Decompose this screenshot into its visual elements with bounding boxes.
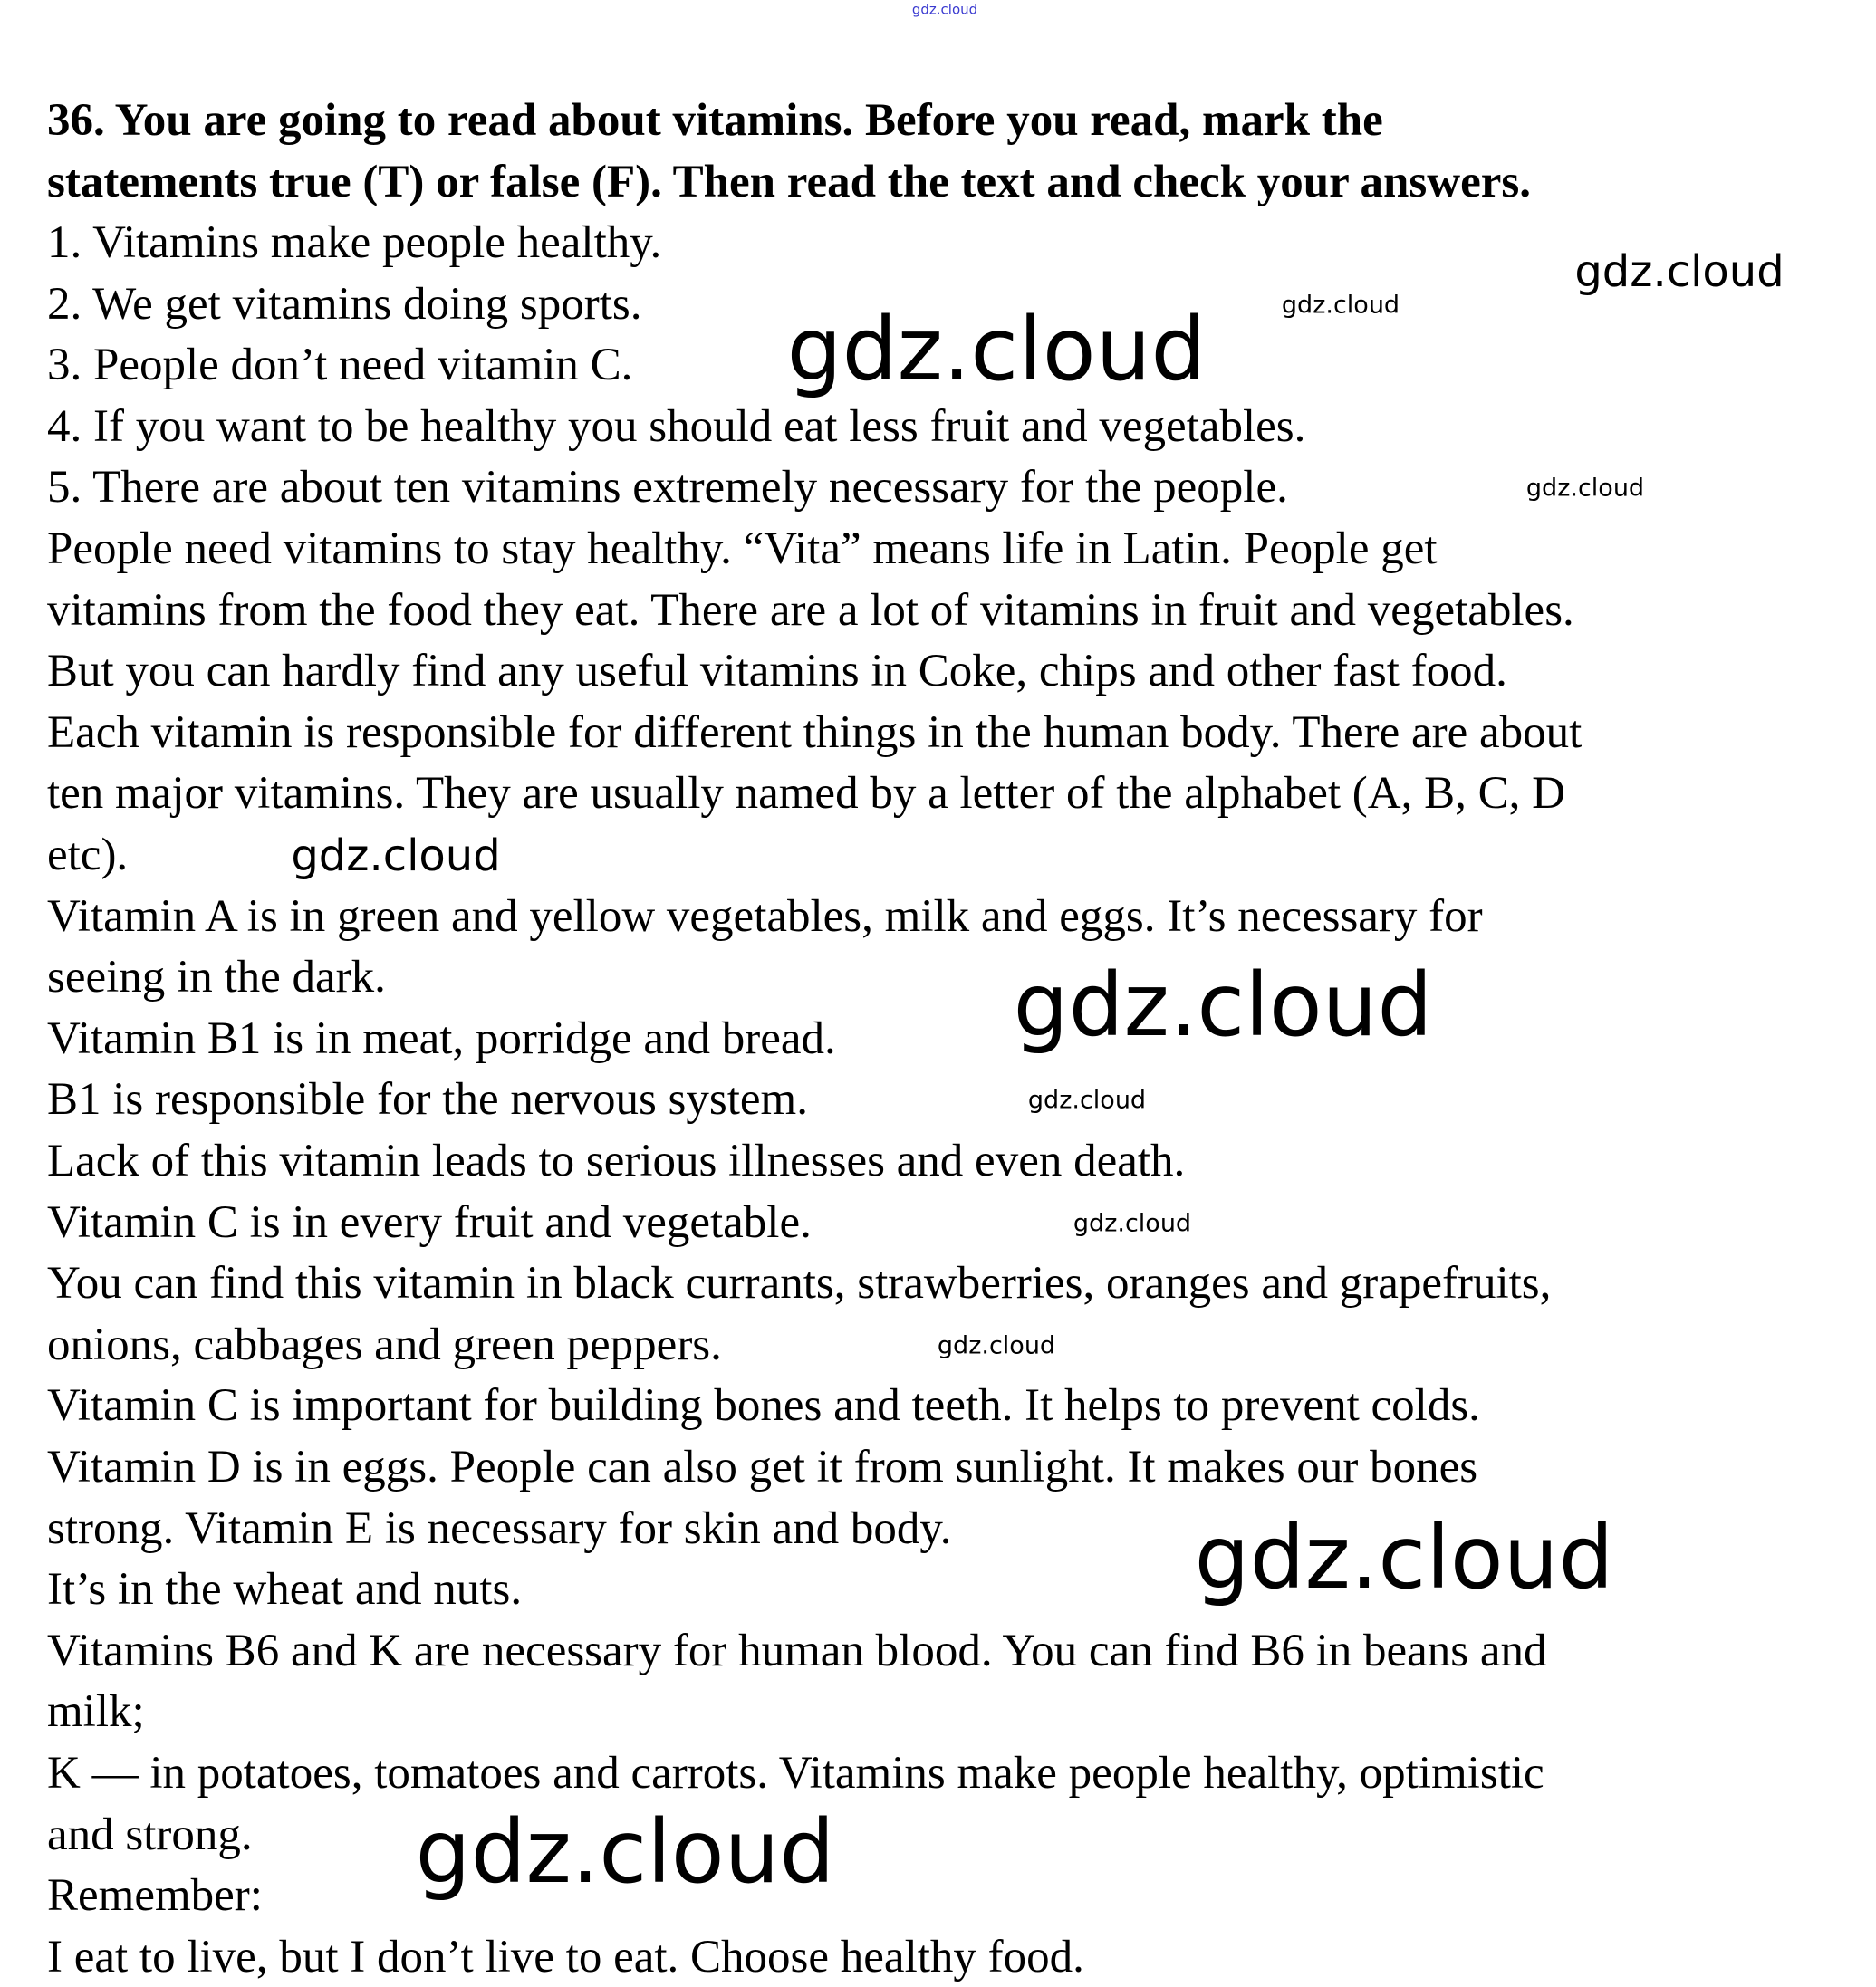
header-watermark: gdz.cloud [911, 1, 978, 18]
text-line: etc). [47, 830, 129, 880]
text-line: vitamins from the food they eat. There are a lot of vitamins in fruit and vegetables. [47, 584, 1574, 636]
statement-2: 2. We get vitamins doing sports. [47, 279, 642, 330]
statement-3: 3. People don’t need vitamin C. [47, 340, 633, 390]
text-line: milk; [47, 1686, 145, 1738]
task-heading-line-1: 36. You are going to read about vitamins. Before you read, mark the [47, 95, 1383, 146]
text-line: It’s in the wheat and nuts. [47, 1564, 523, 1616]
text-line: K — in potatoes, tomatoes and carrots. Vitamins make people healthy, optimistic [47, 1748, 1544, 1799]
watermark: gdz.cloud [1525, 474, 1645, 503]
text-line: onions, cabbages and green peppers. [47, 1319, 722, 1370]
text-line: People need vitamins to stay healthy. “Vita” means life in Latin. People get [47, 523, 1438, 574]
text-line: B1 is responsible for the nervous system. [47, 1074, 808, 1126]
text-line: But you can hardly find any useful vitamins in Coke, chips and other fast food. [47, 646, 1507, 697]
text-line: Vitamin C is important for building bones and teeth. It helps to prevent colds. [47, 1380, 1480, 1432]
text-line: Remember: [47, 1870, 263, 1922]
text-line: You can find this vitamin in black currants, strawberries, oranges and grapefruits, [47, 1258, 1552, 1310]
statement-5: 5. There are about ten vitamins extremely necessary for the people. [47, 462, 1288, 513]
statement-4: 4. If you want to be healthy you should eat less fruit and vegetables. [47, 401, 1306, 452]
statement-1: 1. Vitamins make people healthy. [47, 217, 662, 268]
watermark: gdz.cloud [786, 299, 1207, 400]
text-line: ten major vitamins. They are usually named by a letter of the alphabet (A, B, C, D [47, 768, 1565, 820]
watermark: gdz.cloud [1013, 955, 1433, 1056]
text-line: Vitamin A is in green and yellow vegetables, milk and eggs. It’s necessary for [47, 890, 1483, 942]
watermark: gdz.cloud [415, 1801, 835, 1903]
text-line: I eat to live, but I don’t live to eat. Choose healthy food. [47, 1931, 1084, 1982]
text-line: Lack of this vitamin leads to serious illnesses and even death. [47, 1136, 1186, 1186]
text-line: and strong. [47, 1809, 253, 1860]
task-heading-line-2: statements true (T) or false (F). Then read the text and check your answers. [47, 157, 1531, 207]
text-line: Vitamin D is in eggs. People can also get it from sunlight. It makes our bones [47, 1442, 1478, 1493]
text-line: Vitamin C is in every fruit and vegetable. [47, 1196, 812, 1248]
watermark: gdz.cloud [1027, 1086, 1147, 1115]
watermark: gdz.cloud [291, 830, 501, 881]
watermark: gdz.cloud [937, 1331, 1056, 1360]
text-line: Vitamins B6 and K are necessary for human blood. You can find B6 in beans and [47, 1625, 1547, 1676]
text-line: seeing in the dark. [47, 952, 386, 1003]
text-line: Vitamin B1 is in meat, porridge and bread. [47, 1013, 836, 1064]
watermark: gdz.cloud [1194, 1507, 1614, 1608]
watermark: gdz.cloud [1281, 291, 1400, 320]
watermark: gdz.cloud [1574, 246, 1785, 297]
text-line: Each vitamin is responsible for different things in the human body. There are about [47, 706, 1583, 758]
watermark: gdz.cloud [1073, 1209, 1192, 1238]
text-line: strong. Vitamin E is necessary for skin and body. [47, 1502, 952, 1554]
